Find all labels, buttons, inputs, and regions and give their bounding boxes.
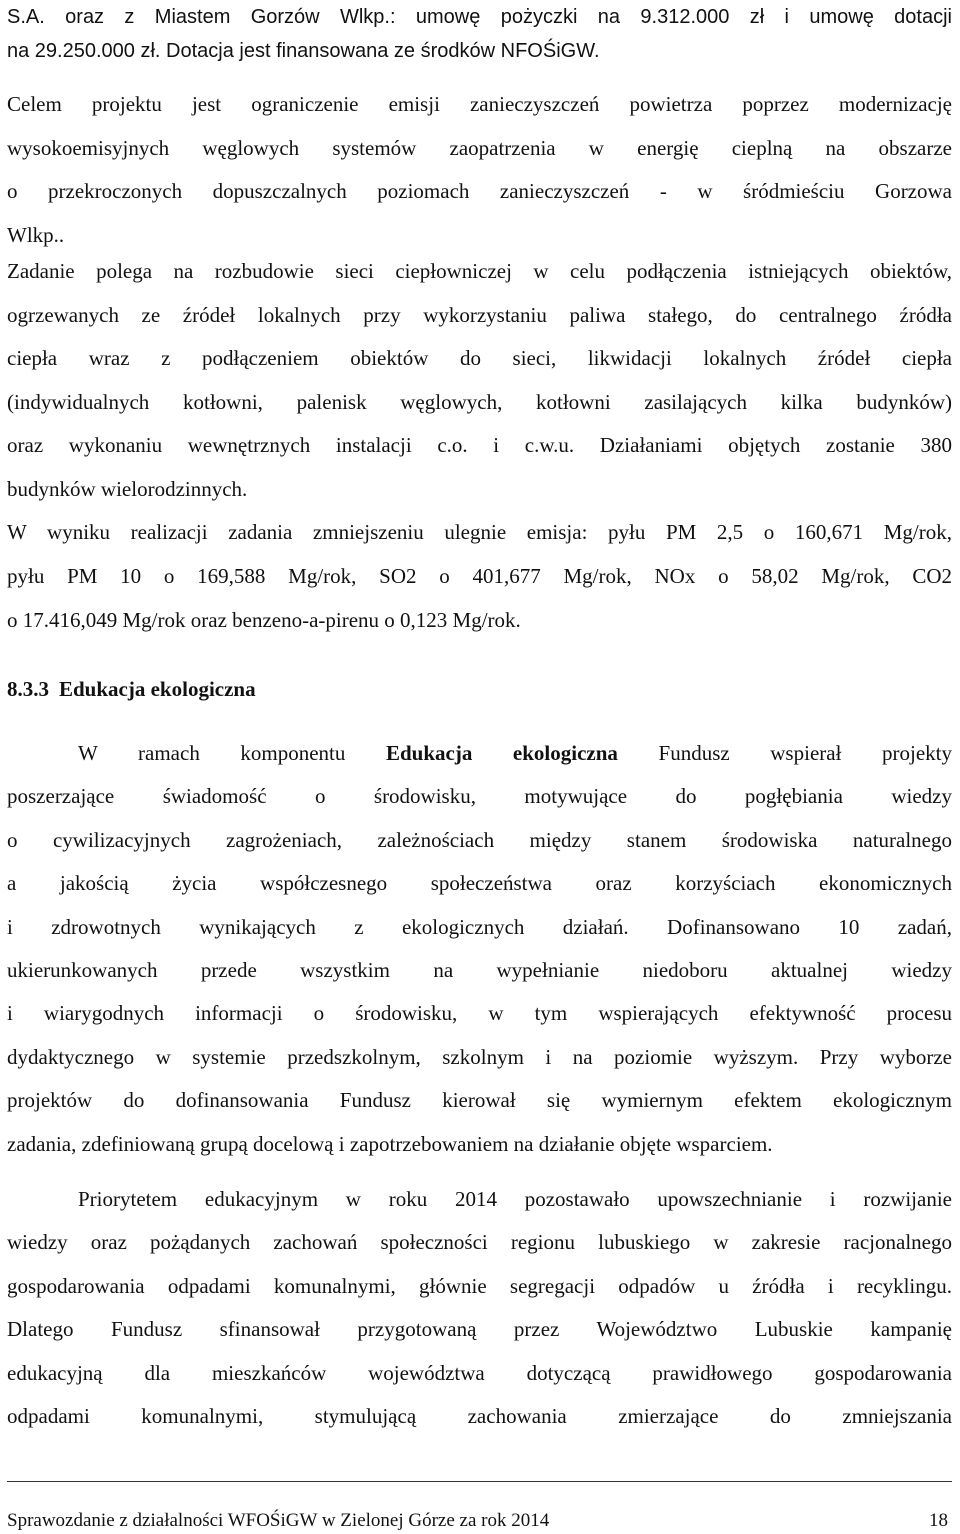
edu-line: a jakością życia współczesnego społeczeństwa oraz korzyściach ekonomicznych [7, 871, 952, 896]
education-paragraph-1 [7, 732, 952, 1166]
intro-line: na 29.250.000 zł. Dotacja jest finansowana ze środków NFOŚiGW. [7, 40, 600, 62]
task-paragraph [7, 250, 952, 512]
intro-line: S.A. oraz z Miastem Gorzów Wlkp.: umowę pożyczki na 9.312.000 zł i umowę dotacji [7, 6, 952, 28]
goal-line: Celem projektu jest ograniczenie emisji zanieczyszczeń powietrza poprzez modernizację [7, 92, 952, 116]
task-line: budynków wielorodzinnych. [7, 476, 248, 501]
edu-line: o cywilizacyjnych zagrożeniach, zależnościach między stanem środowiska naturalnego [7, 827, 952, 852]
section-title: Edukacja ekologiczna [59, 677, 256, 701]
edu-line: dydaktycznego w systemie przedszkolnym, szkolnym i na poziomie wyższym. Przy wyborze [7, 1044, 952, 1069]
task-line: ciepła wraz z podłączeniem obiektów do sieci, likwidacji lokalnych źródeł ciepła [7, 346, 952, 371]
edu-first-line-suffix: Fundusz wspierał projekty [617, 741, 952, 765]
edu-line: i wiarygodnych informacji o środowisku, w tym wspierających efektywność procesu [7, 1001, 952, 1026]
footer-title: Sprawozdanie z działalności WFOŚiGW w Zielonej Górze za rok 2014 [7, 1510, 550, 1531]
result-line: W wyniku realizacji zadania zmniejszeniu ulegnie emisja: pyłu PM 2,5 o 160,671 Mg/rok, [7, 520, 952, 544]
goal-line: Wlkp.. [7, 222, 65, 247]
section-heading [7, 677, 266, 702]
page-number: 18 [929, 1510, 948, 1531]
section-number: 8.3.3 [7, 677, 49, 701]
edu2-line: Dlatego Fundusz sfinansował przygotowaną przez Województwo Lubuskie kampanię [7, 1317, 952, 1342]
footer-divider [7, 1481, 952, 1482]
edu-line: zadania, zdefiniowaną grupą docelową i zapotrzebowaniem na działanie objęte wsparciem. [7, 1131, 773, 1156]
page-footer [7, 1510, 952, 1532]
edu-first-line-prefix: W ramach komponentu [78, 741, 386, 765]
edu2-line: edukacyjną dla mieszkańców województwa dotyczącą prawidłowego gospodarowania [7, 1360, 952, 1385]
task-line: Zadanie polega na rozbudowie sieci ciepłowniczej w celu podłączenia istniejących obiektów, [7, 259, 952, 283]
task-line: (indywidualnych kotłowni, palenisk węglowych, kotłowni zasilających kilka budynków) [7, 389, 952, 414]
edu2-line: odpadami komunalnymi, stymulującą zachowania zmierzające do zmniejszania [7, 1404, 952, 1429]
edu-line: poszerzające świadomość o środowisku, motywujące do pogłębiania wiedzy [7, 784, 952, 809]
edu-line: ukierunkowanych przede wszystkim na wypełnianie niedoboru aktualnej wiedzy [7, 958, 952, 983]
goal-line: o przekroczonych dopuszczalnych poziomach zanieczyszczeń - w śródmieściu Gorzowa [7, 179, 952, 203]
edu2-line: Priorytetem edukacyjnym w roku 2014 pozostawało upowszechnianie i rozwijanie [78, 1187, 952, 1211]
edu-component-name: Edukacja ekologiczna [385, 741, 618, 765]
edu2-line: gospodarowania odpadami komunalnymi, głównie segregacji odpadów u źródła i recyklingu. [7, 1273, 952, 1298]
edu-line: projektów do dofinansowania Fundusz kierował się wymiernym efektem ekologicznym [7, 1088, 952, 1113]
goal-line: wysokoemisyjnych węglowych systemów zaopatrzenia w energię cieplną na obszarze [7, 135, 952, 160]
project-goal-paragraph [7, 83, 952, 257]
result-line: o 17.416,049 Mg/rok oraz benzeno-a-pirenu o 0,123 Mg/rok. [7, 608, 521, 632]
education-paragraph-2 [7, 1178, 952, 1438]
intro-paragraph [7, 0, 952, 68]
task-line: ogrzewanych ze źródeł lokalnych przy wykorzystaniu paliwa stałego, do centralnego źródła [7, 302, 952, 327]
emission-results-paragraph [7, 510, 952, 642]
edu-line: i zdrowotnych wynikających z ekologicznych działań. Dofinansowano 10 zadań, [7, 914, 952, 939]
result-line: pyłu PM 10 o 169,588 Mg/rok, SO2 o 401,677 Mg/rok, NOx o 58,02 Mg/rok, CO2 [7, 564, 952, 588]
task-line: oraz wykonaniu wewnętrznych instalacji c.o. i c.w.u. Działaniami objętych zostanie 380 [7, 433, 952, 458]
edu2-line: wiedzy oraz pożądanych zachowań społeczności regionu lubuskiego w zakresie racjonalnego [7, 1230, 952, 1255]
edu-first-line [7, 732, 952, 775]
